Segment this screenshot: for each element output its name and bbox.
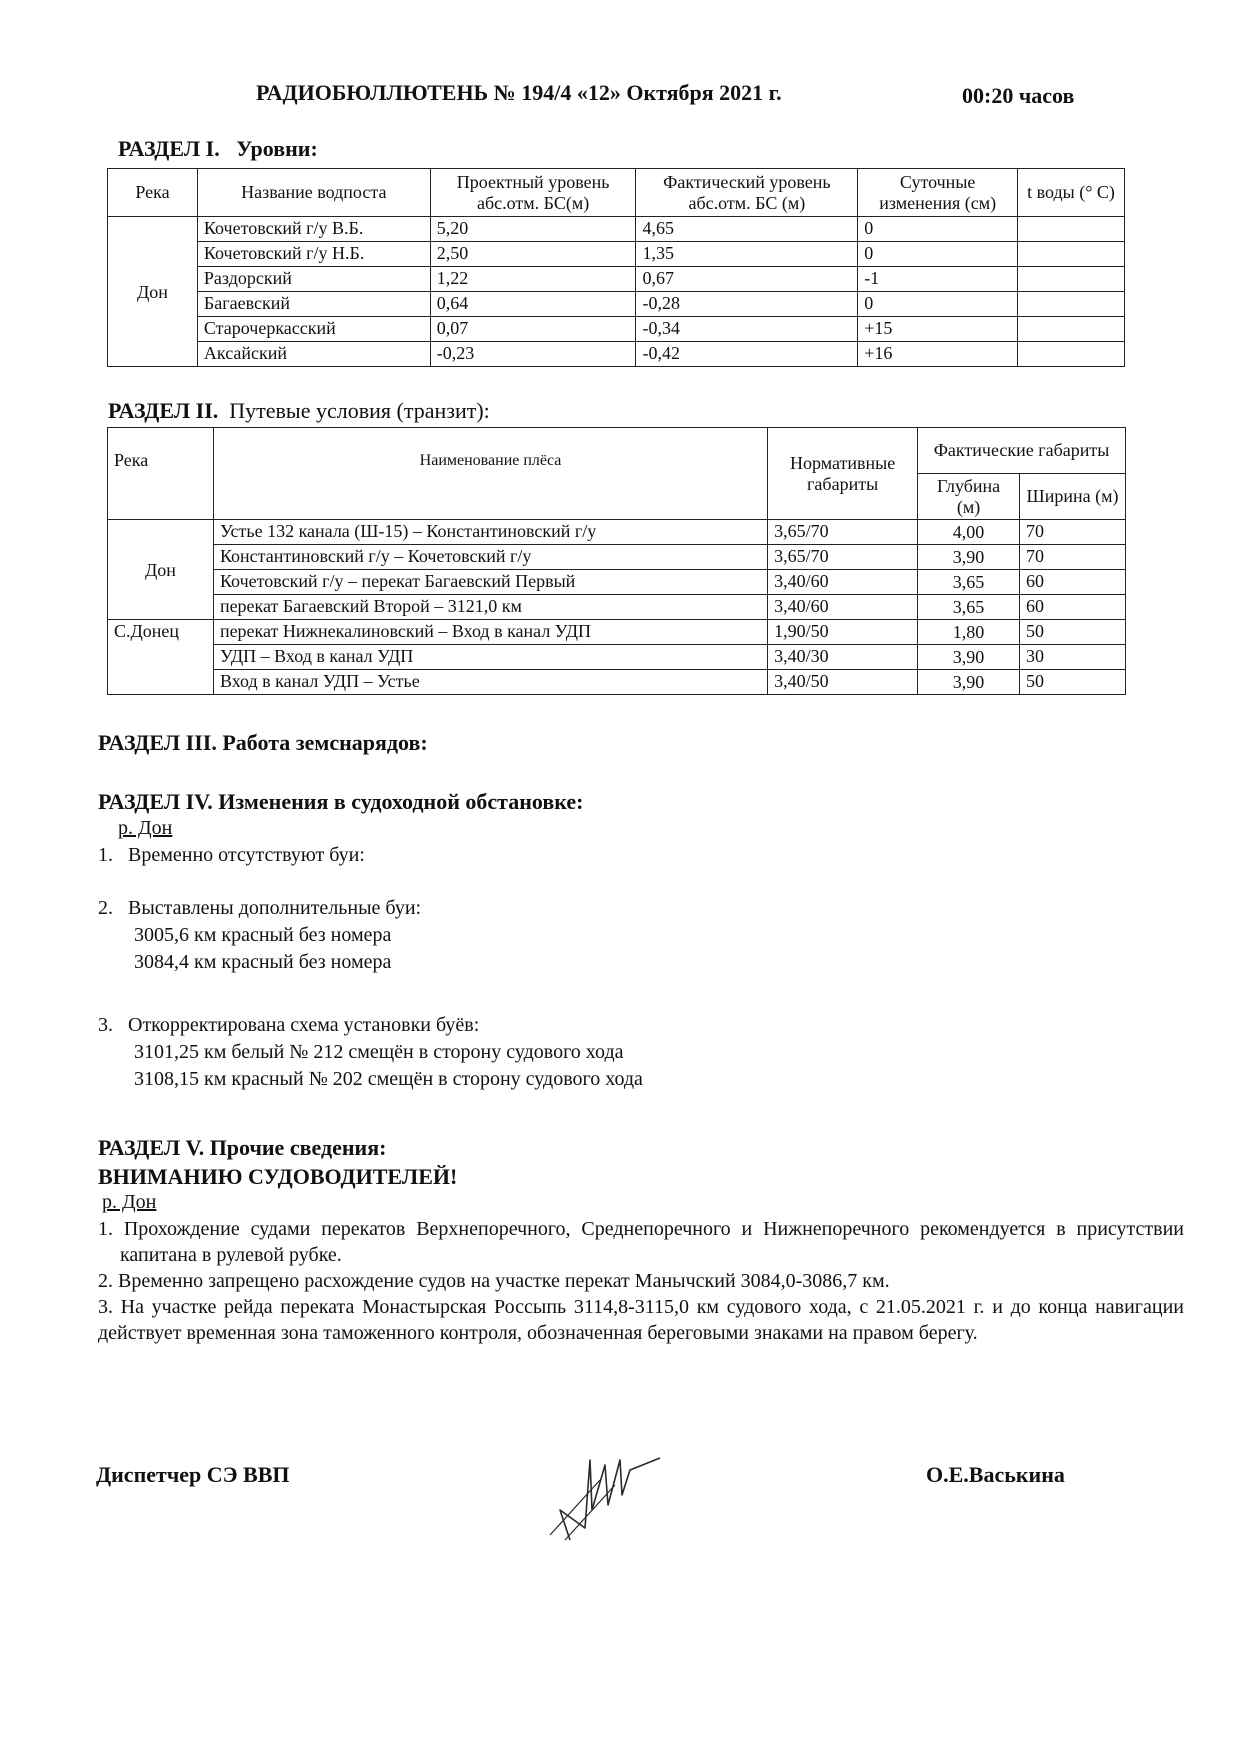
list-item-text: Откорректирована схема установки буёв:: [128, 1014, 480, 1036]
list-subline: 3005,6 км красный без номера: [134, 924, 392, 946]
bulletin-header: [0, 80, 1240, 120]
table-row: [108, 520, 1126, 545]
table-row: [108, 645, 1126, 670]
transit-table: [107, 427, 1126, 695]
width-cell: 30: [1020, 645, 1126, 670]
norm-cell: 3,40/60: [768, 595, 918, 620]
reach-cell: перекат Нижнекалиновский – Вход в канал УДП: [213, 620, 767, 645]
depth-cell: 3,90: [918, 670, 1020, 695]
table-row: [108, 670, 1126, 695]
section4-heading: [98, 789, 1178, 815]
reach-cell: Устье 132 канала (Ш-15) – Константиновский г/у: [213, 520, 767, 545]
section4-river: р. Дон: [118, 817, 173, 839]
change-cell: 0: [858, 217, 1018, 242]
section5: [98, 1133, 1184, 1346]
width-cell: 50: [1020, 620, 1126, 645]
attention-heading: [98, 1162, 1184, 1191]
list-item: [98, 895, 1178, 922]
list-subline: 3108,15 км красный № 202 смещён в сторону судового хода: [134, 1068, 643, 1090]
table-row: [108, 292, 1125, 317]
table-row: [108, 595, 1126, 620]
change-cell: 0: [858, 292, 1018, 317]
section1-title: Уровни:: [236, 136, 318, 161]
transit-header-row: [108, 428, 1126, 474]
list-item: [98, 1012, 1178, 1039]
design-cell: 5,20: [430, 217, 636, 242]
section3-title: РАЗДЕЛ III. Работа земснарядов:: [98, 730, 428, 755]
change-cell: +15: [858, 317, 1018, 342]
reach-cell: перекат Багаевский Второй – 3121,0 км: [213, 595, 767, 620]
attention-title: ВНИМАНИЮ СУДОВОДИТЕЛЕЙ!: [98, 1164, 458, 1189]
design-cell: 2,50: [430, 242, 636, 267]
signature-name: О.Е.Васькина: [926, 1462, 1065, 1487]
transit-river-cell: С.Донец: [108, 620, 214, 695]
levels-header-temp: t воды (° С): [1018, 169, 1125, 217]
width-cell: 60: [1020, 570, 1126, 595]
width-cell: 50: [1020, 670, 1126, 695]
norm-cell: 3,40/30: [768, 645, 918, 670]
levels-header-river: Река: [108, 169, 198, 217]
temp-cell: [1018, 242, 1125, 267]
section4-title: РАЗДЕЛ IV. Изменения в судоходной обстановке:: [98, 789, 584, 814]
section5-title: РАЗДЕЛ V. Прочие сведения:: [98, 1135, 387, 1160]
section4: [98, 789, 1178, 1093]
post-cell: Багаевский: [197, 292, 430, 317]
change-cell: -1: [858, 267, 1018, 292]
temp-cell: [1018, 217, 1125, 242]
actual-cell: 4,65: [636, 217, 858, 242]
transit-header-river: Река: [108, 428, 214, 520]
handwritten-signature-icon: [530, 1440, 670, 1550]
transit-header-reach: Наименование плёса: [213, 428, 767, 520]
norm-cell: 3,40/60: [768, 570, 918, 595]
notice-item: 2. Временно запрещено расхождение судов на участке перекат Манычский 3084,0-3086,7 км.: [98, 1270, 890, 1292]
change-cell: +16: [858, 342, 1018, 367]
table-row: [108, 267, 1125, 292]
transit-header-depth: Глубина (м): [918, 474, 1020, 520]
post-cell: Кочетовский г/у В.Б.: [197, 217, 430, 242]
reach-cell: Вход в канал УДП – Устье: [213, 670, 767, 695]
actual-cell: -0,28: [636, 292, 858, 317]
section2-heading: [108, 398, 490, 424]
actual-cell: 1,35: [636, 242, 858, 267]
depth-cell: 3,65: [918, 570, 1020, 595]
norm-cell: 3,40/50: [768, 670, 918, 695]
post-cell: Кочетовский г/у Н.Б.: [197, 242, 430, 267]
width-cell: 70: [1020, 520, 1126, 545]
list-item-number: 1.: [98, 844, 113, 866]
section1-heading: [118, 136, 318, 162]
levels-header-design: Проектный уровень абс.отм. БС(м): [430, 169, 636, 217]
norm-cell: 3,65/70: [768, 520, 918, 545]
levels-header-actual: Фактический уровень абс.отм. БС (м): [636, 169, 858, 217]
depth-cell: 1,80: [918, 620, 1020, 645]
depth-cell: 3,65: [918, 595, 1020, 620]
transit-header-normative: Нормативные габариты: [768, 428, 918, 520]
reach-cell: УДП – Вход в канал УДП: [213, 645, 767, 670]
temp-cell: [1018, 267, 1125, 292]
design-cell: 0,07: [430, 317, 636, 342]
post-cell: Старочеркасский: [197, 317, 430, 342]
temp-cell: [1018, 317, 1125, 342]
table-row: [108, 545, 1126, 570]
bulletin-title: РАДИОБЮЛЛЮТЕНЬ № 194/4 «12» Октября 2021 г.: [256, 80, 782, 105]
temp-cell: [1018, 292, 1125, 317]
levels-table: [107, 168, 1125, 367]
transit-header-actual: Фактические габариты: [918, 428, 1126, 474]
norm-cell: 3,65/70: [768, 545, 918, 570]
table-row: [108, 620, 1126, 645]
actual-cell: 0,67: [636, 267, 858, 292]
list-item: [98, 842, 1178, 869]
levels-header-row: [108, 169, 1125, 217]
depth-cell: 3,90: [918, 545, 1020, 570]
section2-label: РАЗДЕЛ II.: [108, 398, 219, 423]
depth-cell: 3,90: [918, 645, 1020, 670]
norm-cell: 1,90/50: [768, 620, 918, 645]
post-cell: Раздорский: [197, 267, 430, 292]
notice-item: 3. На участке рейда переката Монастырская Россыпь 3114,8-3115,0 км судового хода, с 21.05.2021 г. и до конца навигации действует временная зона таможенного контроля, обозначенная береговыми знаками на правом берегу.: [98, 1296, 1184, 1344]
section2-title: Путевые условия (транзит):: [229, 398, 490, 423]
temp-cell: [1018, 342, 1125, 367]
post-cell: Аксайский: [197, 342, 430, 367]
section5-heading: [98, 1133, 1184, 1162]
list-item-number: 2.: [98, 897, 113, 919]
table-row: [108, 317, 1125, 342]
table-row: [108, 217, 1125, 242]
levels-header-post: Название водпоста: [197, 169, 430, 217]
width-cell: 70: [1020, 545, 1126, 570]
notice-item: 1. Прохождение судами перекатов Верхнепоречного, Среднепоречного и Нижнепоречного рекомендуется в присутствии капитана в рулевой рубке.: [98, 1218, 1184, 1266]
width-cell: 60: [1020, 595, 1126, 620]
list-subline: 3101,25 км белый № 212 смещён в сторону судового хода: [134, 1041, 624, 1063]
design-cell: -0,23: [430, 342, 636, 367]
design-cell: 1,22: [430, 267, 636, 292]
bulletin-time: 00:20 часов: [962, 83, 1075, 108]
levels-river-cell: Дон: [108, 217, 198, 367]
change-cell: 0: [858, 242, 1018, 267]
actual-cell: -0,34: [636, 317, 858, 342]
table-row: [108, 570, 1126, 595]
reach-cell: Кочетовский г/у – перекат Багаевский Первый: [213, 570, 767, 595]
design-cell: 0,64: [430, 292, 636, 317]
table-row: [108, 242, 1125, 267]
levels-header-change: Суточные изменения (см): [858, 169, 1018, 217]
list-item-number: 3.: [98, 1014, 113, 1036]
list-subline: 3084,4 км красный без номера: [134, 951, 392, 973]
section5-river: р. Дон: [102, 1191, 157, 1213]
actual-cell: -0,42: [636, 342, 858, 367]
reach-cell: Константиновский г/у – Кочетовский г/у: [213, 545, 767, 570]
section1-label: РАЗДЕЛ I.: [118, 136, 220, 161]
list-item-text: Выставлены дополнительные буи:: [128, 897, 422, 919]
transit-header-width: Ширина (м): [1020, 474, 1126, 520]
transit-river-cell: Дон: [108, 520, 214, 620]
signature-position: Диспетчер СЭ ВВП: [96, 1462, 290, 1487]
section3-heading: [98, 730, 428, 756]
list-item-text: Временно отсутствуют буи:: [128, 844, 365, 866]
table-row: [108, 342, 1125, 367]
depth-cell: 4,00: [918, 520, 1020, 545]
